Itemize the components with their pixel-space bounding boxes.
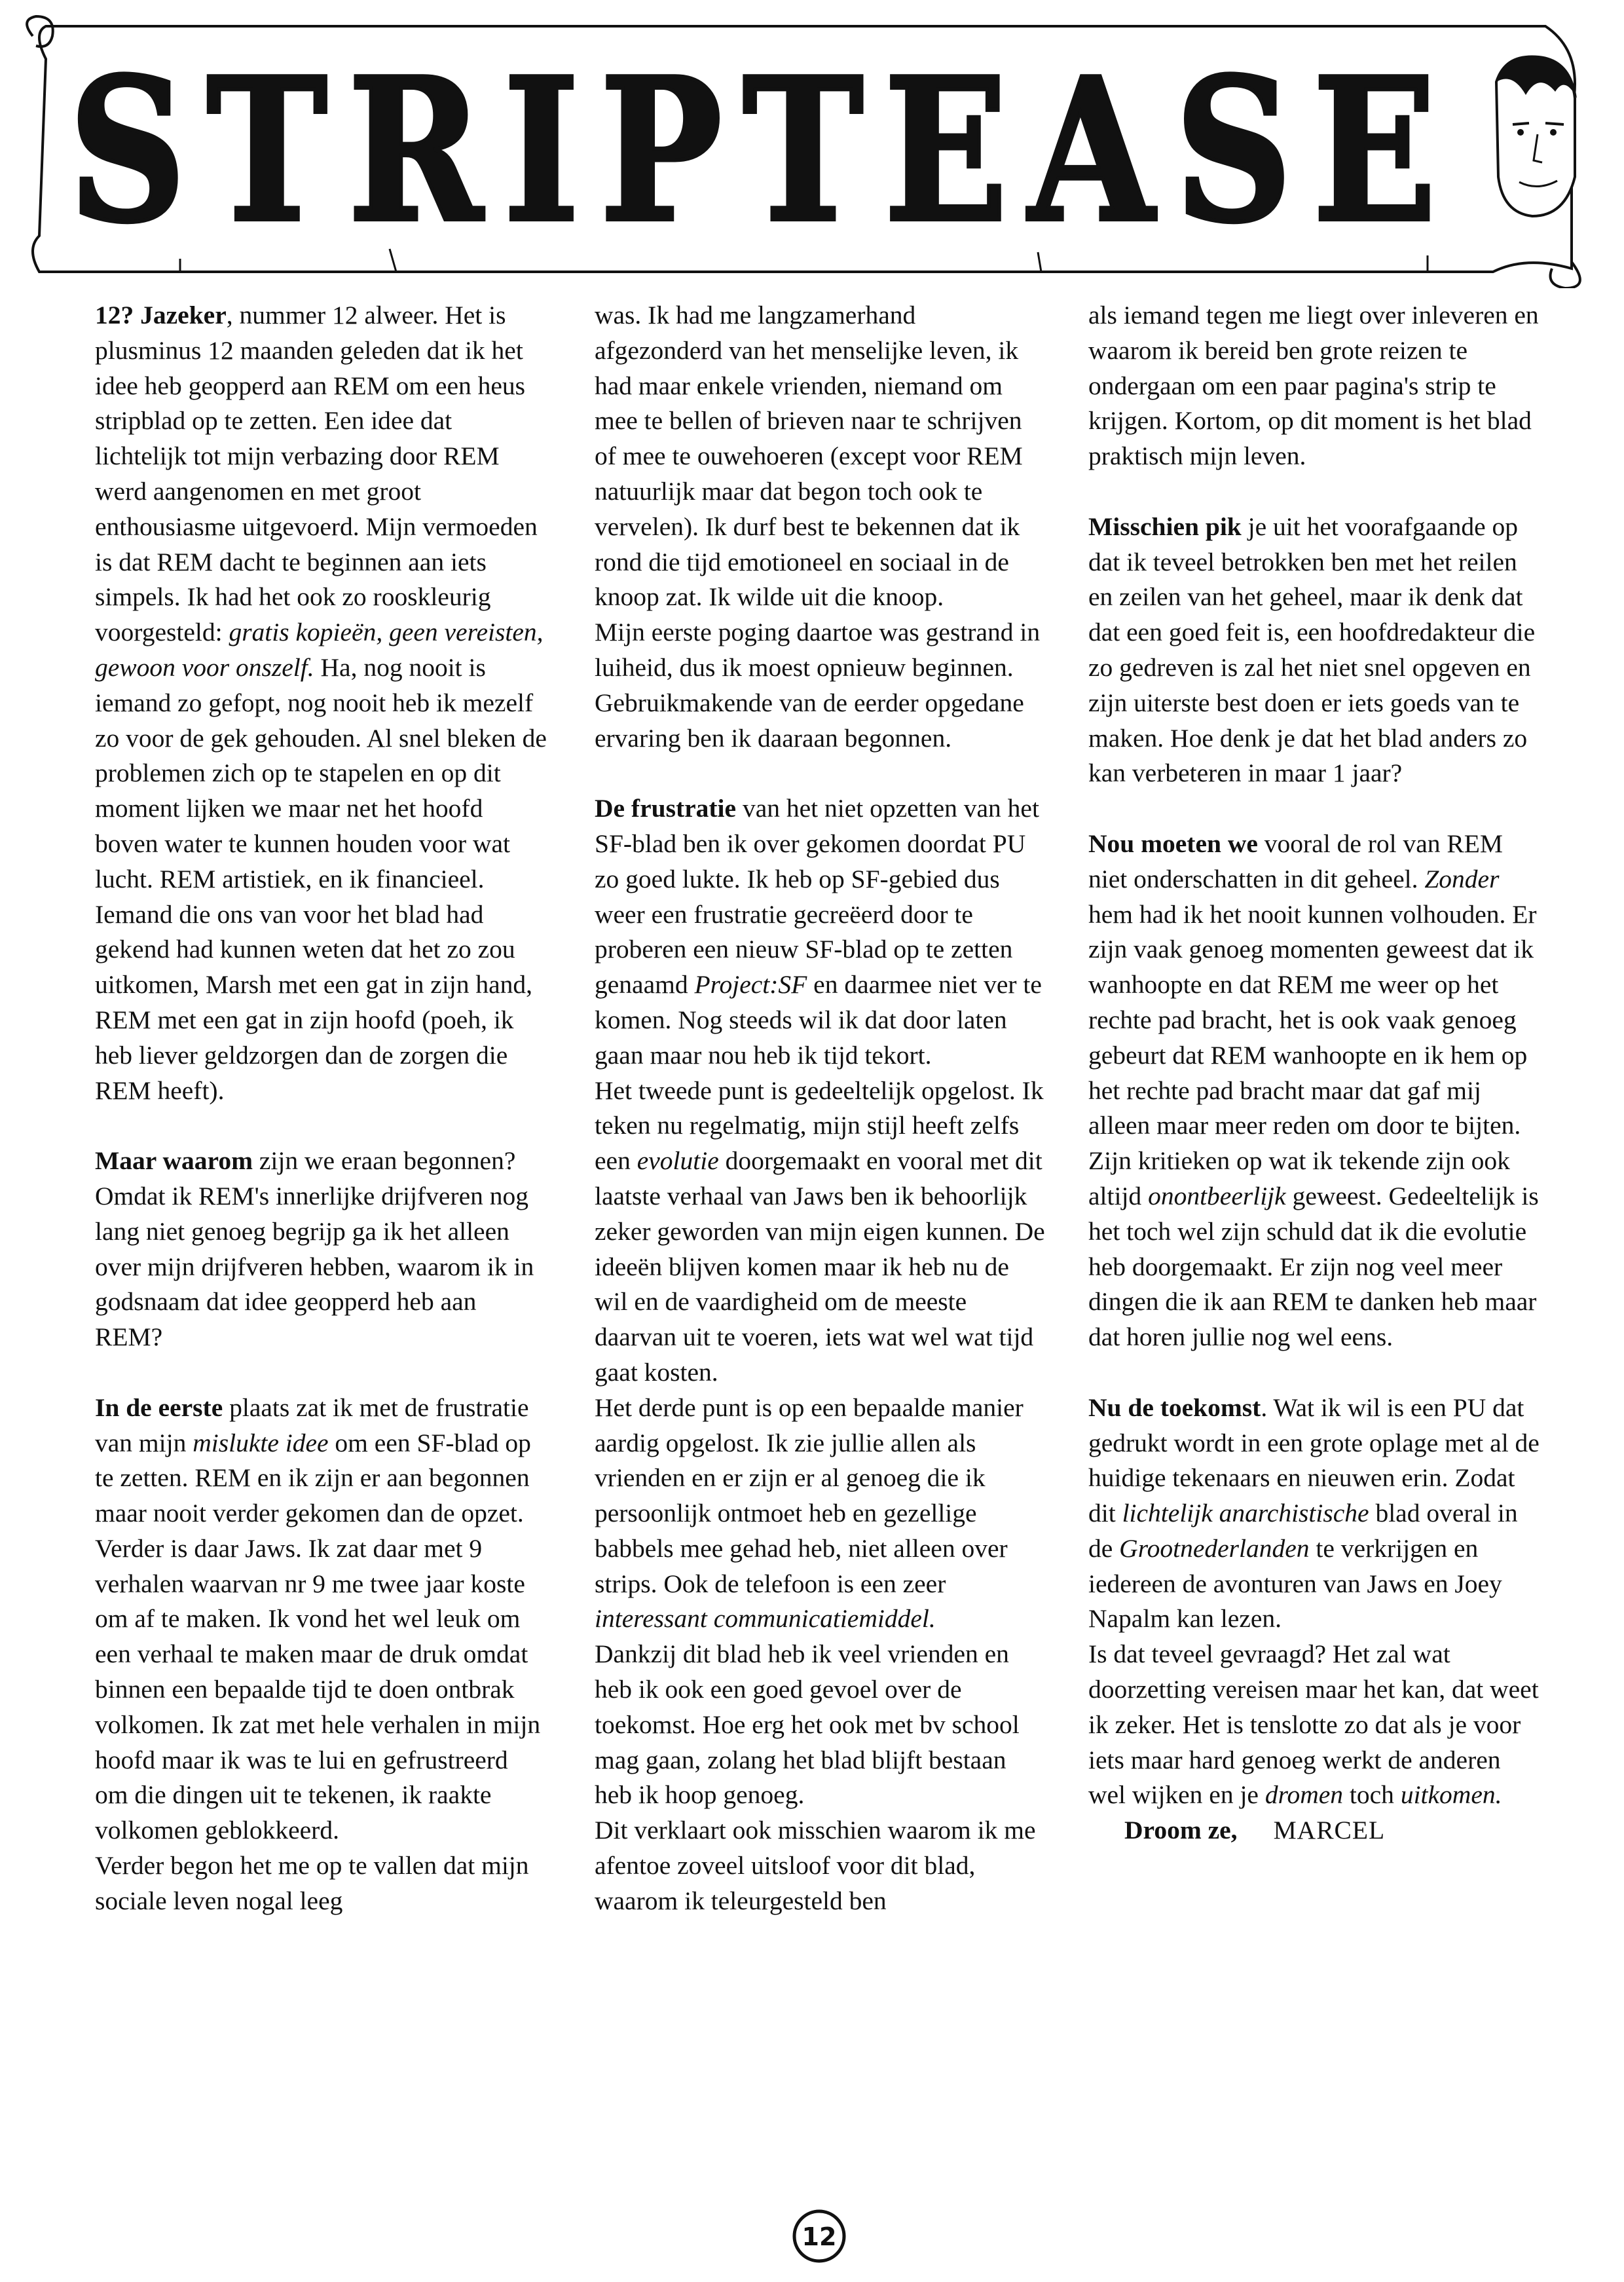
body-text: Het derde punt is op een bepaalde manier aardig opgelost. Ik zie jullie allen als vrienden en er zijn er al genoeg die ik persoonlijk ontmoet heb en gezellige babbels mee gehad heb, niet alleen over strips. Ook de telefoon is een zeer xyxy=(595,1393,1024,1598)
lead-in: De frustratie xyxy=(595,794,737,823)
page-number: 12 xyxy=(802,2222,837,2251)
italic-text: lichtelijk anarchistische xyxy=(1122,1499,1369,1528)
body-text: . Wat ik wil is een PU dat gedrukt wordt in een grote oplage met al de huidige tekenaars en nieuwen erin. Zodat dit xyxy=(1088,1393,1540,1528)
face-doodle-icon xyxy=(1496,56,1577,217)
lead-in: In de eerste xyxy=(95,1393,223,1422)
italic-text: uitkomen. xyxy=(1400,1780,1502,1810)
paragraph: Verder begon het me op te vallen dat mijn sociale leven nogal leeg xyxy=(95,1851,529,1915)
italic-text: interessant communicatiemiddel. xyxy=(595,1604,936,1634)
body-text: vooral de rol van REM niet onderschatten in dit geheel. xyxy=(1088,829,1503,893)
column-3 xyxy=(1088,298,1540,1848)
paragraph xyxy=(595,1074,1046,1391)
page-number-badge xyxy=(792,2209,847,2264)
signature xyxy=(1088,1813,1540,1848)
body-text: , nummer 12 alweer. Het is plusminus 12 maanden geleden dat ik het idee heb geopperd aan REM om een heus stripblad op te zetten. Een idee dat lichtelijk tot mijn verbazing door REM werd aangenomen en met groot enthousiasme uitgevoerd. Mijn vermoeden is dat REM dacht te beginnen aan iets simpels. Ik had het ook zo rooskleurig voorgesteld: xyxy=(95,301,538,647)
lead-in: 12? Jazeker xyxy=(95,301,227,329)
paragraph: was. Ik had me langzamerhand afgezonderd van het menselijke leven, ik had maar enkele vrienden, niemand om mee te bellen of brieven naar te schrijven of mee te ouwehoeren (except voor REM natuurlijk maar dat begon toch ook te vervelen). Ik durf best te bekennen dat ik rond die tijd emotioneel en sociaal in de knoop zat. Ik wilde uit die knoop. xyxy=(595,301,1023,612)
title-banner xyxy=(20,13,1604,288)
body-text: doorgemaakt en vooral met dit laatste verhaal van Jaws ben ik behoorlijk zeker geworden van mijn eigen kunnen. De ideeën blijven komen maar ik heb nu de wil en de vaardigheid om de meeste daarvan uit te voeren, iets wat wel wat tijd gaat kosten. xyxy=(595,1146,1045,1387)
body-text: hem had ik het nooit kunnen volhouden. Er zijn vaak genoeg momenten geweest dat ik wanhoopte en dat REM me weer op het rechte pad bracht, het is ook vaak genoeg gebeurt dat REM wanhoopte en ik hem op het rechte pad bracht maar dat gaf mij alleen maar meer reden om door te bijten. Zijn kritieken op wat ik tekende zijn ook altijd xyxy=(1088,899,1537,1210)
body-text: geweest. Gedeeltelijk is het toch wel zijn schuld dat ik die evolutie heb doorgemaakt. Er zijn nog veel meer dingen die ik aan REM te danken heb maar dat horen jullie nog wel eens. xyxy=(1088,1181,1539,1352)
italic-text: dromen xyxy=(1264,1780,1344,1810)
body-text: van het niet opzetten van het SF-blad ben ik over gekomen doordat PU zo goed lukte. Ik heb op SF-gebied dus weer een frustratie gecreëerd door te proberen een nieuw SF-blad op te zetten genaamd xyxy=(595,794,1039,1000)
paragraph: Verder is daar Jaws. Ik zat daar met 9 verhalen waarvan nr 9 me twee jaar koste om af te maken. Ik vond het wel leuk om een verhaal te maken maar de druk omdat binnen een bepaalde tijd te doen ontbrak volkomen. Ik zat met hele verhalen in mijn hoofd maar ik was te lui en gefrustreerd om die dingen uit te tekenen, ik raakte volkomen geblokkeerd. xyxy=(95,1533,541,1845)
column-2 xyxy=(595,298,1046,1919)
lead-in: Nu de toekomst xyxy=(1088,1393,1261,1422)
paragraph: als iemand tegen me liegt over inleveren en waarom ik bereid ben grote reizen te ondergaan om een paar pagina's strip te krijgen. Kortom, op dit moment is het blad praktisch mijn leven. xyxy=(1088,301,1539,471)
body-text: toch xyxy=(1343,1780,1401,1810)
paragraph xyxy=(595,791,1046,1073)
body-text: te verkrijgen en iedereen de avonturen van Jaws en Joey Napalm kan lezen. xyxy=(1088,1533,1502,1634)
paragraph xyxy=(1088,1637,1540,1813)
paragraph: Mijn eerste poging daartoe was gestrand in luiheid, dus ik moest opnieuw beginnen. Gebruikmakende van de eerder opgedane ervaring ben ik daaraan begonnen. xyxy=(595,618,1041,753)
paragraph xyxy=(95,1144,547,1355)
paragraph xyxy=(595,1391,1046,1637)
paragraph xyxy=(1088,510,1540,791)
body-text: Is dat teveel gevraagd? Het zal wat doorzetting vereisen maar het kan, dat weet ik zeker. Het is tenslotte zo dat als je voor iets maar hard genoeg werkt de anderen wel wijken en je xyxy=(1088,1639,1539,1810)
lead-in: Nou moeten we xyxy=(1088,829,1258,858)
italic-text: evolutie xyxy=(637,1146,719,1176)
column-1 xyxy=(95,298,547,1919)
author-name: MARCEL xyxy=(1273,1816,1386,1845)
paragraph xyxy=(95,298,547,1108)
body-text: om een SF-blad op te zetten. REM en ik zijn er aan begonnen maar nooit verder gekomen dan de opzet. xyxy=(95,1428,531,1528)
italic-text: mislukte idee xyxy=(193,1428,329,1457)
body-text: Het tweede punt is gedeeltelijk opgelost. Ik teken nu regelmatig, mijn stijl heeft zelfs een xyxy=(595,1076,1044,1176)
italic-text: gratis kopieën, geen vereisten, gewoon voor onszelf. xyxy=(95,618,544,682)
paragraph xyxy=(1088,1391,1540,1637)
body-text: zijn we eraan begonnen? Omdat ik REM's innerlijke drijfveren nog lang niet genoeg begrijp ga ik het alleen over mijn drijfveren hebben, waarom ik in godsnaam dat idee geopperd heb aan REM? xyxy=(95,1146,534,1352)
body-text: en daarmee niet ver te komen. Nog steeds wil ik dat door laten gaan maar nou heb ik tijd tekort. xyxy=(595,970,1042,1070)
lead-in: Maar waarom xyxy=(95,1146,253,1176)
italic-text: Project:SF xyxy=(694,970,807,1000)
paragraph: Dit verklaart ook misschien waarom ik me afentoe zoveel uitsloof voor dit blad, waarom ik teleurgesteld ben xyxy=(595,1816,1036,1915)
paragraph xyxy=(95,1391,547,1531)
italic-text: Zonder xyxy=(1424,864,1500,893)
title-text: STRIPTEASE xyxy=(69,35,1457,266)
paragraph: Dankzij dit blad heb ik veel vrienden en heb ik ook een goed gevoel over de toekomst. Hoe erg het ook met bv school mag gaan, zolang het blad blijft bestaan heb ik hoop genoeg. xyxy=(595,1639,1020,1810)
italic-text: onontbeerlijk xyxy=(1148,1181,1286,1210)
body-text: plaats zat ik met de frustratie van mijn xyxy=(95,1393,529,1457)
paragraph xyxy=(1088,827,1540,1355)
body-text: blad overal in de xyxy=(1088,1499,1518,1563)
body-text: je uit het voorafgaande op dat ik teveel betrokken ben met het reilen en zeilen van het geheel, maar ik denk dat dat een goed feit is, een hoofdredakteur die zo gedreven is zal het niet snel opgeven en zijn uiterste best doen er iets goeds van te maken. Hoe denk je dat het blad anders zo kan verbeteren in maar 1 jaar? xyxy=(1088,512,1536,788)
body-text: Ha, nog nooit is iemand zo gefopt, nog nooit heb ik mezelf zo voor de gek gehouden. Al snel bleken de problemen zich op te stapelen en op dit moment lijken we maar net het hoofd boven water te kunnen houden voor wat lucht. REM artistiek, en ik financieel. Iemand die ons van voor het blad had gekend had kunnen weten dat het zo zou uitkomen, Marsh met een gat in zijn hand, REM met een gat in zijn hoofd (poeh, ik heb liever geldzorgen dan de zorgen die REM heeft). xyxy=(95,652,547,1105)
signature-lead: Droom ze, xyxy=(1124,1816,1238,1845)
italic-text: Grootnederlanden xyxy=(1119,1533,1310,1563)
lead-in: Misschien pik xyxy=(1088,512,1242,541)
